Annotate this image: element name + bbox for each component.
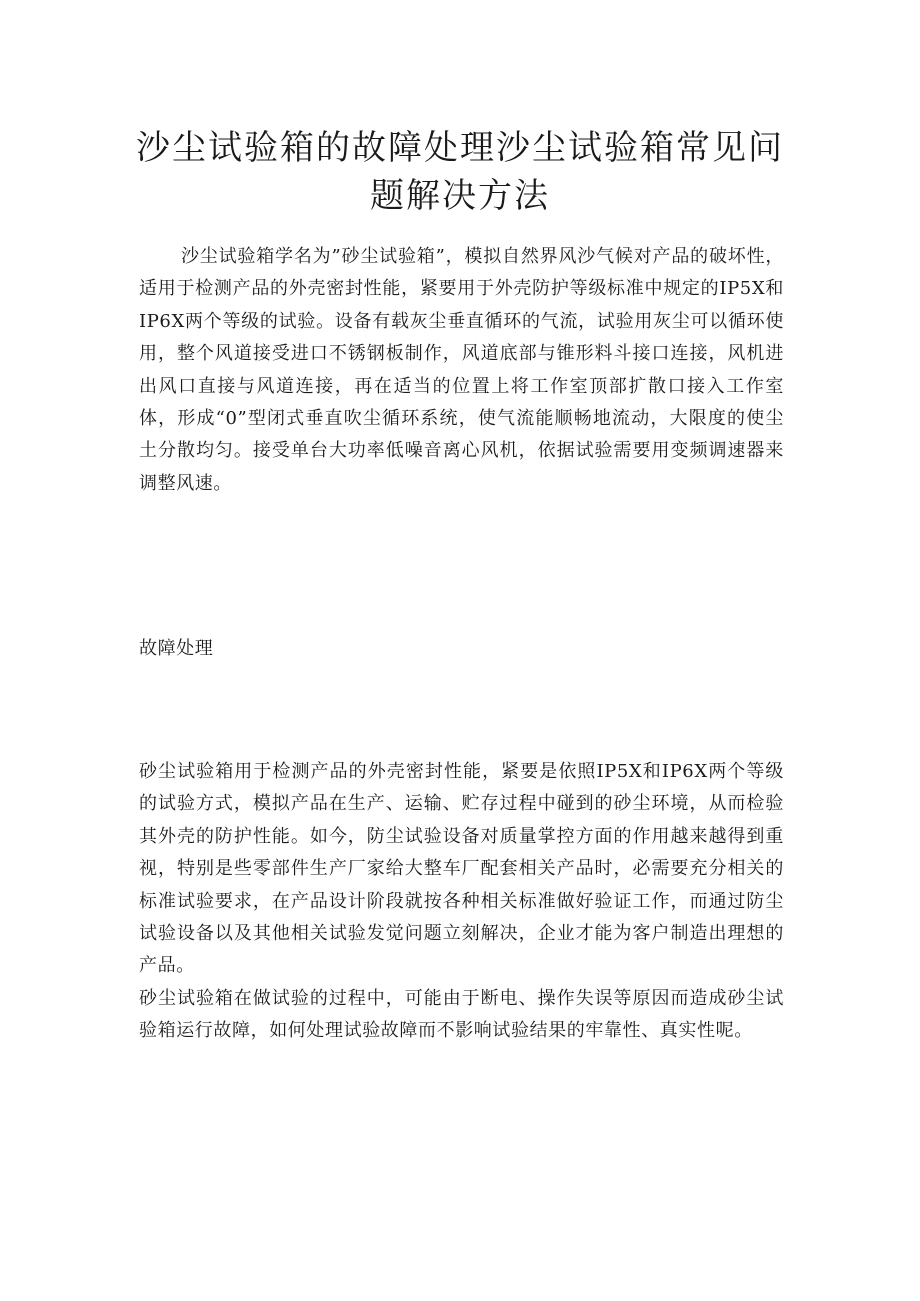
body-paragraph-1: 砂尘试验箱用于检测产品的外壳密封性能，紧要是依照IP5X和IP6X两个等级的试验方式，模拟产品在生产、运输、贮存过程中碰到的砂尘环境，从而检验其外壳的防护性能。如今，防尘试验设备对质量掌控方面的作用越来越得到重视，特别是些零部件生产厂家给大整车厂配套相关产品时，必需要充分相关的标准试验要求，在产品设计阶段就按各种相关标准做好验证工作，而通过防尘试验设备以及其他相关试验发觉问题立刻解决，企业才能为客户制造出理想的产品。 [139,761,784,977]
document-title: 沙尘试验箱的故障处理沙尘试验箱常见问题解决方法 [136,128,784,216]
intro-paragraph: 沙尘试验箱学名为”砂尘试验箱”，模拟自然界风沙气候对产品的破坏性，适用于检测产品的外壳密封性能，紧要用于外壳防护等级标准中规定的IP5X和IP6X两个等级的试验。设备有载灰尘垂直循环的气流，试验用灰尘可以循环使用，整个风道接受进口不锈钢板制作，风道底部与锥形料斗接口连接，风机进出风口直接与风道连接，再在适当的位置上将工作室顶部扩散口接入工作室体，形成“0”型闭式垂直吹尘循环系统，使气流能顺畅地流动，大限度的使尘土分散均匀。接受单台大功率低噪音离心风机，依据试验需要用变频调速器来调整风速。 [139,246,784,494]
section-heading: 故障处理 [139,638,214,659]
body-paragraph-2: 砂尘试验箱在做试验的过程中，可能由于断电、操作失误等原因而造成砂尘试验箱运行故障，如何处理试验故障而不影响试验结果的牢靠性、真实性呢。 [139,988,784,1042]
